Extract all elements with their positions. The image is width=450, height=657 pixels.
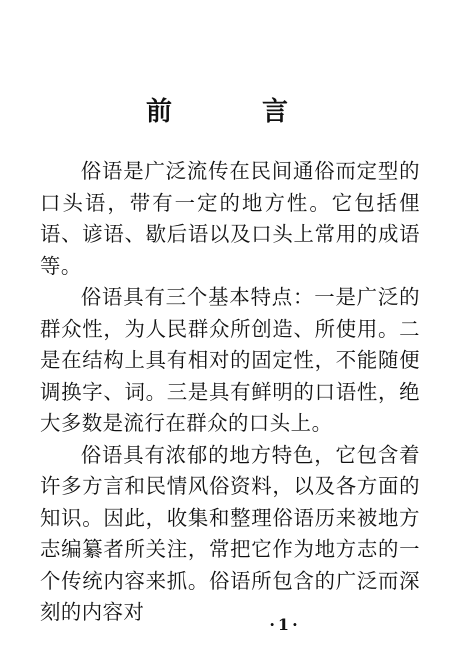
page-title	[0, 92, 450, 132]
body-text	[40, 156, 420, 629]
title-char-1: 前	[146, 97, 173, 127]
page-number: ·1·	[269, 615, 301, 634]
title-char-2: 言	[262, 97, 289, 127]
paragraph-3: 俗语具有浓郁的地方特色，它包含着许多方言和民情风俗资料，以及各方面的知识。因此，收集和整理俗语历来被地方志编纂者所关注，常把它作为地方志的一个传统内容来抓。俗语所包含的广泛而深刻的内容对	[40, 442, 420, 624]
paragraph-1: 俗语是广泛流传在民间通俗而定型的口头语，带有一定的地方性。它包括俚语、谚语、歇后语以及口头上常用的成语等。	[40, 159, 420, 278]
paragraph-2: 俗语具有三个基本特点：一是广泛的群众性，为人民群众所创造、所使用。二是在结构上具有相对的固定性，不能随便调换字、词。三是具有鲜明的口语性，绝大多数是流行在群众的口头上。	[40, 285, 420, 435]
